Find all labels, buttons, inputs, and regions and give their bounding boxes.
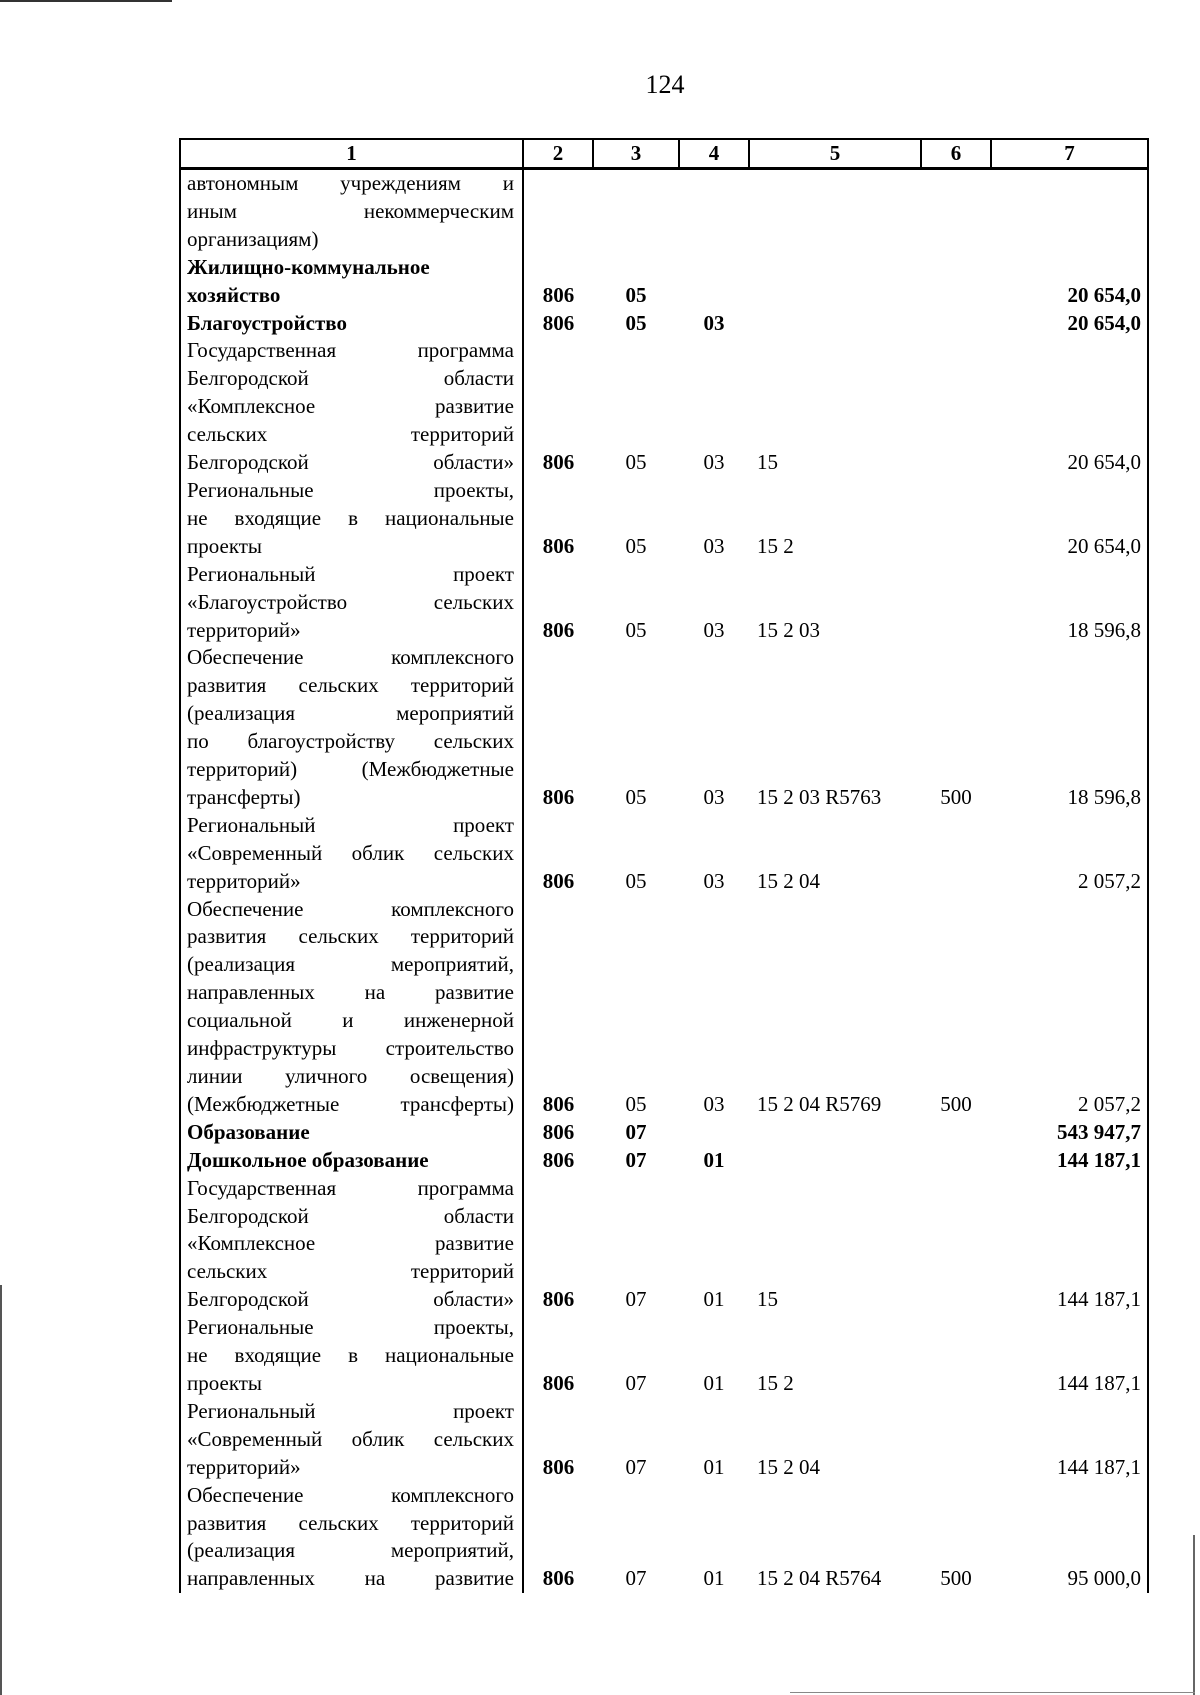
description-line: социальной и инженерной [187, 1008, 514, 1033]
description-line: сельских территорий [187, 422, 514, 447]
cell-col-3: 07 [625, 1119, 647, 1144]
description-line: по благоустройству сельских [187, 729, 514, 754]
description-line: «Комплексное развитие [187, 394, 514, 419]
cell-col-3: 07 [625, 1566, 647, 1591]
cell-col-5 [749, 169, 921, 254]
cell-col-2: 806 [523, 896, 593, 1119]
cell-col-2: 806 [523, 1119, 593, 1147]
description-line: Обеспечение комплексного [187, 645, 514, 670]
cell-col-2: 806 [523, 254, 593, 310]
cell-col-6: 500 [940, 784, 972, 809]
description-line: «Благоустройство сельских [187, 589, 514, 614]
cell-col-3: 05 [625, 282, 647, 307]
cell-col-6 [921, 337, 991, 477]
scan-edge-right [1193, 1535, 1195, 1695]
cell-col-7: 20 654,0 [991, 254, 1148, 310]
cell-col-6 [921, 254, 991, 310]
description-line: Жилищно-коммунальное [187, 254, 430, 279]
cell-col-3: 05 [625, 1091, 647, 1116]
description-line: Региональные проекты, [187, 1315, 514, 1340]
table-row [180, 1119, 1148, 1147]
cell-col-5: 15 2 04 [757, 1454, 820, 1479]
cell-col-2: 806 [523, 644, 593, 811]
cell-col-6: 500 [940, 1091, 972, 1116]
table-row [180, 477, 1148, 561]
cell-col-7 [991, 169, 1148, 254]
cell-col-2: 806 [523, 1482, 593, 1594]
cell-col-5: 15 2 [757, 1370, 794, 1395]
cell-col-7: 20 654,0 [991, 477, 1148, 561]
cell-col-4: 03 [703, 1091, 725, 1116]
cell-col-2: 806 [523, 1398, 593, 1482]
cell-col-7: 20 654,0 [991, 337, 1148, 477]
description-line: развития сельских территорий [187, 1510, 514, 1535]
cell-col-4: 01 [703, 1566, 725, 1591]
description-line: Белгородской области [187, 366, 514, 391]
cell-col-3: 07 [625, 1287, 647, 1312]
table-row [180, 254, 1148, 310]
cell-col-4 [679, 254, 749, 310]
table-row [180, 1314, 1148, 1398]
description-line: трансферты) [187, 784, 301, 809]
description-line: Белгородской области» [187, 450, 514, 475]
table-row [180, 1175, 1148, 1315]
cell-col-6 [921, 477, 991, 561]
description-line: организациям) [187, 226, 319, 251]
row-description [180, 644, 523, 811]
description-line: проекты [187, 533, 263, 558]
cell-col-2: 806 [523, 812, 593, 896]
cell-col-4: 01 [703, 1287, 725, 1312]
row-description [180, 812, 523, 896]
cell-col-7: 18 596,8 [991, 561, 1148, 645]
page-number: 124 [645, 70, 685, 99]
column-header-6: 6 [921, 139, 991, 169]
description-line: инфраструктуры строительство [187, 1036, 514, 1061]
cell-col-3: 05 [625, 784, 647, 809]
cell-col-2 [523, 169, 593, 254]
cell-col-2: 806 [523, 310, 593, 338]
row-description [180, 477, 523, 561]
description-line: (реализация мероприятий [187, 701, 514, 726]
cell-col-3: 07 [625, 1147, 647, 1172]
cell-col-6 [921, 1175, 991, 1315]
description-line: автономным учреждениям и [187, 171, 514, 195]
cell-col-5 [749, 1119, 921, 1147]
table-row [180, 644, 1148, 811]
cell-col-6 [921, 812, 991, 896]
cell-col-5: 15 2 03 [757, 617, 820, 642]
budget-table-container [179, 138, 1147, 1593]
column-header-5: 5 [749, 139, 921, 169]
description-line: Образование [187, 1119, 310, 1144]
cell-col-3 [593, 169, 679, 254]
row-description [180, 1482, 523, 1594]
description-line: Белгородской области» [187, 1287, 514, 1312]
description-line: не входящие в национальные [187, 1343, 514, 1368]
row-description [180, 254, 523, 310]
description-line: направленных на развитие [187, 980, 514, 1005]
table-row [180, 1398, 1148, 1482]
header-row [180, 139, 1148, 169]
cell-col-2: 806 [523, 1175, 593, 1315]
description-line: «Комплексное развитие [187, 1231, 514, 1256]
description-line: Дошкольное образование [187, 1147, 429, 1172]
table-row [180, 337, 1148, 477]
cell-col-5: 15 [757, 450, 778, 475]
description-line: Благоустройство [187, 310, 347, 335]
cell-col-7: 144 187,1 [991, 1175, 1148, 1315]
cell-col-2: 806 [523, 1147, 593, 1175]
cell-col-7: 95 000,0 [991, 1482, 1148, 1594]
cell-col-2: 806 [523, 477, 593, 561]
cell-col-6 [921, 310, 991, 338]
cell-col-7: 2 057,2 [991, 896, 1148, 1119]
table-row [180, 561, 1148, 645]
cell-col-5: 15 [757, 1287, 778, 1312]
cell-col-5 [749, 254, 921, 310]
description-line: Государственная программа [187, 338, 514, 363]
row-description [180, 1119, 523, 1147]
cell-col-6 [921, 561, 991, 645]
cell-col-4: 01 [703, 1454, 725, 1479]
cell-col-3: 07 [625, 1454, 647, 1479]
cell-col-7: 144 187,1 [991, 1314, 1148, 1398]
cell-col-6 [921, 169, 991, 254]
cell-col-7: 18 596,8 [991, 644, 1148, 811]
cell-col-4: 03 [703, 310, 725, 335]
row-description [180, 561, 523, 645]
row-description [180, 1398, 523, 1482]
cell-col-5 [749, 1147, 921, 1175]
row-description [180, 896, 523, 1119]
cell-col-3: 05 [625, 868, 647, 893]
cell-col-4 [679, 1119, 749, 1147]
cell-col-5: 15 2 [757, 533, 794, 558]
cell-col-4: 03 [703, 868, 725, 893]
column-header-2: 2 [523, 139, 593, 169]
cell-col-5: 15 2 03 R5763 [757, 784, 882, 809]
column-header-1: 1 [180, 139, 523, 169]
cell-col-6: 500 [940, 1566, 972, 1591]
cell-col-2: 806 [523, 337, 593, 477]
row-description [180, 310, 523, 338]
cell-col-7: 20 654,0 [991, 310, 1148, 338]
cell-col-4: 01 [703, 1147, 725, 1172]
description-line: территорий» [187, 868, 301, 893]
description-line: линии уличного освещения) [187, 1064, 514, 1088]
row-description [180, 1147, 523, 1175]
description-line: Государственная программа [187, 1175, 514, 1200]
cell-col-3: 05 [625, 310, 647, 335]
row-description [180, 1175, 523, 1315]
description-line: «Современный облик сельских [187, 840, 514, 865]
cell-col-6 [921, 1147, 991, 1175]
description-line: проекты [187, 1370, 263, 1395]
cell-col-6 [921, 1314, 991, 1398]
scan-edge-top [0, 0, 172, 2]
cell-col-5: 15 2 04 R5769 [757, 1091, 882, 1116]
description-line: развития сельских территорий [187, 924, 514, 949]
cell-col-2: 806 [523, 561, 593, 645]
cell-col-3: 07 [625, 1370, 647, 1395]
cell-col-4: 03 [703, 784, 725, 809]
row-description [180, 1314, 523, 1398]
cell-col-3: 05 [625, 617, 647, 642]
scan-edge-left [0, 1285, 2, 1695]
description-line: (реализация мероприятий, [187, 952, 514, 977]
table-row [180, 310, 1148, 338]
cell-col-6 [921, 1119, 991, 1147]
description-line: территорий» [187, 1454, 301, 1479]
column-header-4: 4 [679, 139, 749, 169]
cell-col-3: 05 [625, 533, 647, 558]
scan-edge-bottom [790, 1692, 1195, 1693]
table-row [180, 169, 1148, 254]
description-line: направленных на развитие [187, 1566, 514, 1591]
row-description [180, 169, 523, 254]
description-line: Региональный проект [187, 812, 514, 837]
description-line: Региональный проект [187, 1398, 514, 1423]
description-line: Региональный проект [187, 561, 514, 586]
cell-col-7: 144 187,1 [991, 1147, 1148, 1175]
description-line: (Межбюджетные трансферты) [187, 1091, 514, 1116]
description-line: «Современный облик сельских [187, 1426, 514, 1451]
description-line: территорий» [187, 617, 301, 642]
cell-col-2: 806 [523, 1314, 593, 1398]
cell-col-4 [679, 169, 749, 254]
cell-col-5: 15 2 04 R5764 [757, 1566, 882, 1591]
table-row [180, 1482, 1148, 1594]
column-header-3: 3 [593, 139, 679, 169]
description-line: не входящие в национальные [187, 505, 514, 530]
budget-table [179, 138, 1149, 1593]
description-line: Белгородской области [187, 1203, 514, 1228]
cell-col-4: 03 [703, 533, 725, 558]
table-row [180, 812, 1148, 896]
table-row [180, 1147, 1148, 1175]
cell-col-6 [921, 1398, 991, 1482]
description-line: иным некоммерческим [187, 198, 514, 223]
cell-col-5 [749, 310, 921, 338]
description-line: Обеспечение комплексного [187, 1482, 514, 1507]
row-description [180, 337, 523, 477]
description-line: территорий) (Межбюджетные [187, 757, 514, 782]
cell-col-7: 2 057,2 [991, 812, 1148, 896]
description-line: сельских территорий [187, 1259, 514, 1284]
cell-col-5: 15 2 04 [757, 868, 820, 893]
cell-col-4: 01 [703, 1370, 725, 1395]
description-line: развития сельских территорий [187, 673, 514, 698]
table-body [180, 169, 1148, 1594]
cell-col-7: 543 947,7 [991, 1119, 1148, 1147]
cell-col-3: 05 [625, 450, 647, 475]
cell-col-4: 03 [703, 617, 725, 642]
cell-col-4: 03 [703, 450, 725, 475]
description-line: хозяйство [187, 282, 281, 307]
column-header-7: 7 [991, 139, 1148, 169]
description-line: Региональные проекты, [187, 477, 514, 502]
description-line: Обеспечение комплексного [187, 896, 514, 921]
table-row [180, 896, 1148, 1119]
description-line: (реализация мероприятий, [187, 1538, 514, 1563]
cell-col-7: 144 187,1 [991, 1398, 1148, 1482]
